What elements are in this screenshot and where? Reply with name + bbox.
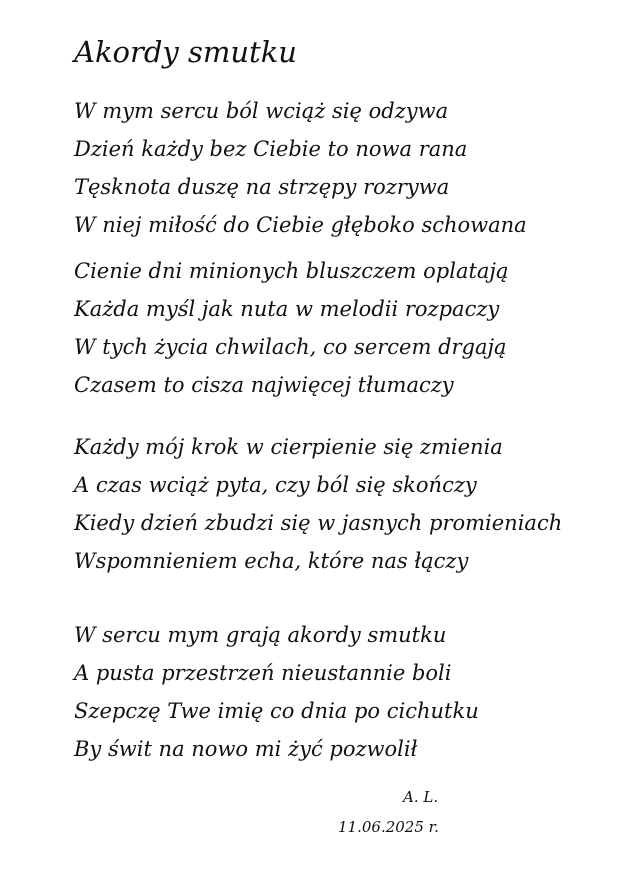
poem-line: Dzień każdy bez Ciebie to nowa rana bbox=[74, 137, 468, 161]
poem-line: W mym sercu ból wciąż się odzywa bbox=[74, 99, 449, 123]
poem-line: W tych życia chwilach, co sercem drgają bbox=[74, 335, 507, 359]
poem-line: W sercu mym grają akordy smutku bbox=[74, 623, 447, 647]
author-signature: A. L. bbox=[403, 788, 439, 806]
poem-line: Tęsknota duszę na strzępy rozrywa bbox=[74, 175, 450, 199]
poem-line: Każdy mój krok w cierpienie się zmienia bbox=[74, 435, 503, 459]
poem-line: Wspomnieniem echa, które nas łączy bbox=[74, 549, 469, 573]
poem-line: Kiedy dzień zbudzi się w jasnych promieniach bbox=[74, 511, 563, 535]
poem-line: By świt na nowo mi żyć pozwolił bbox=[74, 737, 418, 761]
poem-title: Akordy smutku bbox=[74, 35, 297, 69]
stanza-4 bbox=[74, 616, 479, 768]
stanza-1 bbox=[74, 92, 527, 244]
poem-line: A czas wciąż pyta, czy ból się skończy bbox=[74, 473, 477, 497]
stanza-2 bbox=[74, 252, 508, 404]
poem-line: Szepczę Twe imię co dnia po cichutku bbox=[74, 699, 479, 723]
poem-line: A pusta przestrzeń nieustannie boli bbox=[74, 661, 452, 685]
stanza-3 bbox=[74, 428, 562, 580]
poem-line: Cienie dni minionych bluszczem oplatają bbox=[74, 259, 509, 283]
poem-line: Każda myśl jak nuta w melodii rozpaczy bbox=[74, 297, 500, 321]
poem-line: Czasem to cisza najwięcej tłumaczy bbox=[74, 373, 454, 397]
poem-date: 11.06.2025 r. bbox=[338, 818, 439, 836]
poem-line: W niej miłość do Ciebie głęboko schowana bbox=[74, 213, 527, 237]
